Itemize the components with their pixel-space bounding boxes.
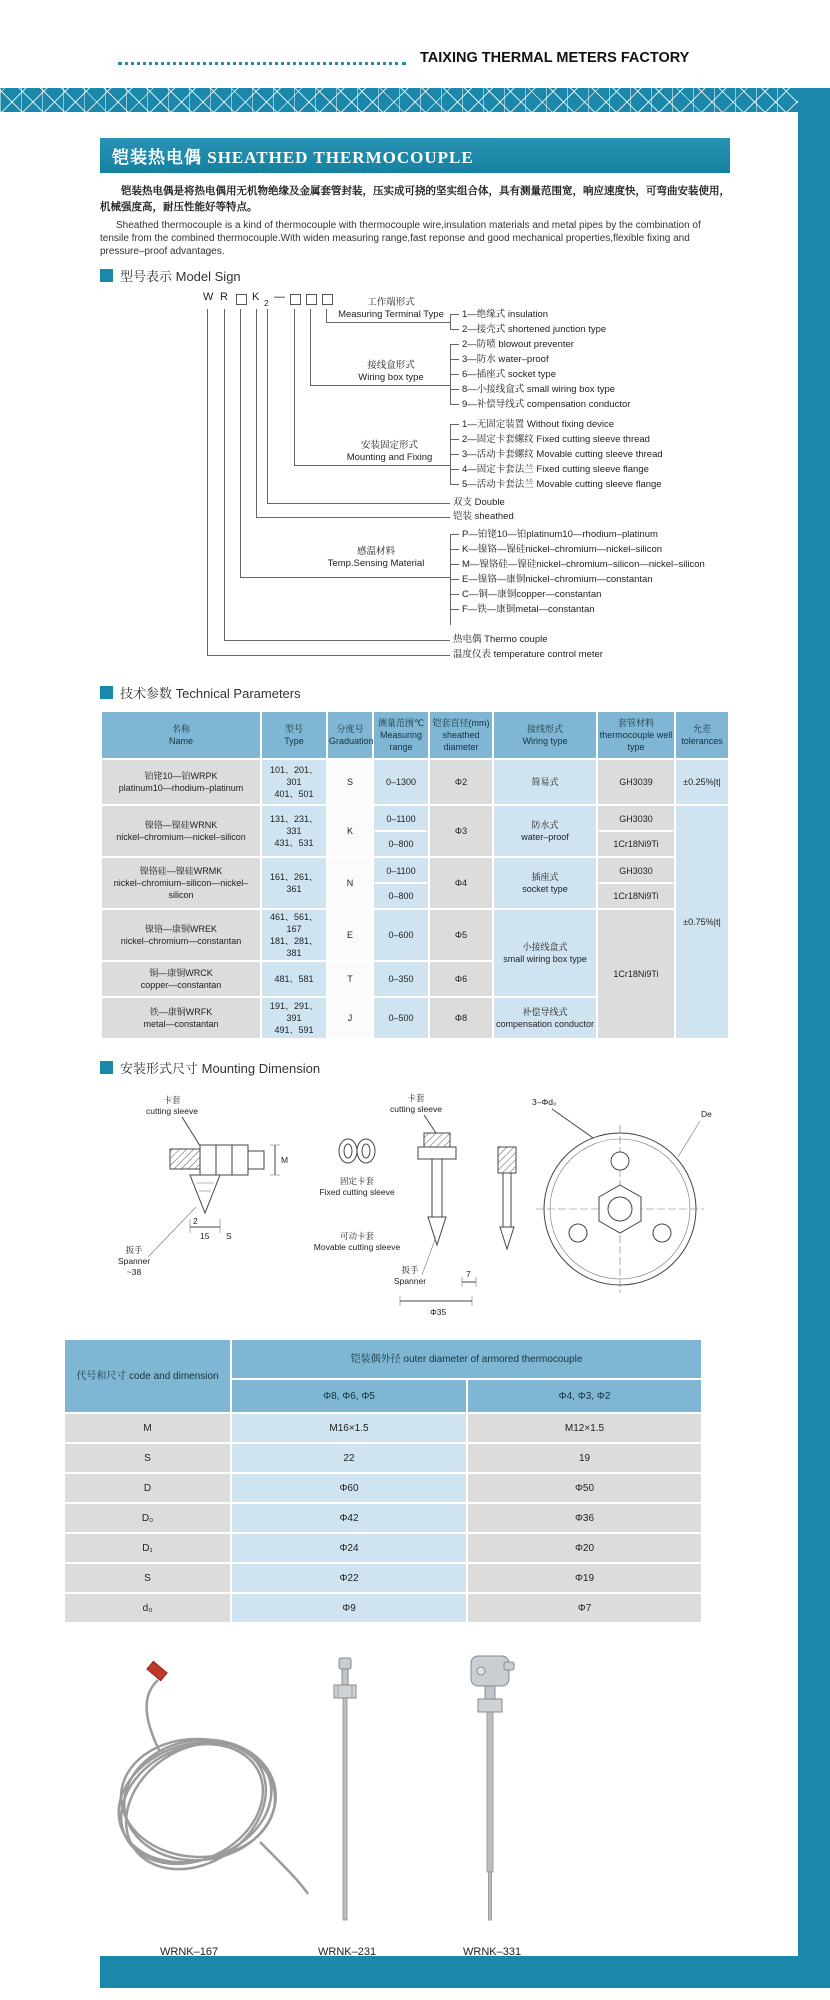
model-code-symbol [290, 294, 301, 305]
dimension-table-row [65, 1474, 701, 1502]
mid-spanner-label-cn: 扳手 [401, 1265, 419, 1275]
model-code-symbol: W [203, 291, 214, 303]
left-dim-s: S [226, 1231, 232, 1241]
model-sign-item: 2—防喷 blowout preventer [450, 337, 705, 352]
dimension-table-row [65, 1534, 701, 1562]
dimension-cell: S [65, 1564, 230, 1592]
dimension-cell: M16×1.5 [232, 1414, 466, 1442]
mounting-drawings [100, 1087, 730, 1322]
branch-items-wiring-box [450, 337, 705, 412]
table-row: 铜—康铜WRCK copper—constantan 481、581 T 0–350 Φ6 [102, 962, 728, 996]
dimension-cell: Φ36 [468, 1504, 701, 1532]
dimension-cell: Φ19 [468, 1564, 701, 1592]
col-header-range: 测量范围℃ Measuring range [374, 712, 428, 758]
dimension-table-row [65, 1414, 701, 1442]
leaf-double: 双支 Double [453, 497, 505, 508]
intro-block [100, 183, 730, 258]
branch-items-measuring-terminal [450, 307, 705, 337]
lattice-band [0, 88, 830, 112]
factory-name: TAIXING THERMAL METERS FACTORY [420, 50, 690, 66]
col-header-wiring: 接线形式 Wiring type [494, 712, 596, 758]
model-code-symbol [306, 294, 317, 305]
table-row: 镍铬—镍硅WRNK nickel–chromium—nickel–silicon 131、231、331 431、531 K 0–1100 0–800 Φ3 防水式 water–proof GH3030 1Cr18Ni9Ti ±0.75%|t| [102, 806, 728, 856]
model-sign-item: 8—小接线盒式 small wiring box type [450, 382, 705, 397]
section-bullet-icon [100, 686, 113, 699]
mid-fixed-label-en: Fixed cutting sleeve [319, 1187, 395, 1197]
intro-chinese: 铠装热电偶是将热电偶用无机物绝缘及金属套管封装，压实成可挠的坚实组合体，具有测量范围宽，响应速度快，可弯曲安装使用，机械强度高，耐压性能好等特点。 [100, 185, 730, 213]
model-code-symbol [322, 294, 333, 305]
dimension-cell: Φ50 [468, 1474, 701, 1502]
dim-group-header: 铠装偶外径 outer diameter of armored thermocouple [232, 1340, 701, 1378]
model-sign-item: 5—活动卡套法兰 Movable cutting sleeve flange [450, 477, 705, 492]
intro-english: Sheathed thermocouple is a kind of thermocouple with thermocouple wire,insulation materials and metal pipes by the combination of tensile from the combined thermocouple.With widen measuring range,fast reponse and good mechanical properties,flexible fixing and pressure–proof advantages. [100, 220, 701, 257]
model-sign-item: F—铁—康铜metal—constantan [450, 602, 705, 617]
product-label: WRNK–331 [463, 1946, 522, 1958]
col-header-well: 套管材料 thermocouple well type [598, 712, 674, 758]
dimension-table-row [65, 1564, 701, 1592]
model-sign-item: 6—插座式 socket type [450, 367, 705, 382]
branch-label-mounting-fixing: 安装固定形式 Mounting and Fixing [346, 440, 433, 463]
mounting-drawing-svg [100, 1087, 730, 1322]
left-dim-15: 15 [200, 1231, 210, 1241]
model-sign-item: M—镍铬硅—镍硅nickel–chromium–silicon—nickel–silicon [450, 557, 705, 572]
product-label: WRNK–167 [160, 1946, 219, 1958]
mid-dim-7: 7 [466, 1269, 471, 1279]
model-sign-item: 4—固定卡套法兰 Fixed cutting sleeve flange [450, 462, 705, 477]
left-sleeve-label-cn: 卡套 [163, 1095, 181, 1105]
dimension-cell: Φ22 [232, 1564, 466, 1592]
table-row: 铂铑10—铂WRPK platinum10—rhodium–platinum 101、201、301 401、501 S 0–1300 Φ2 简易式 GH3039 ±0.25%|t| [102, 760, 728, 804]
header-dotted-rule [118, 62, 406, 65]
mid-spanner-label-en: Spanner [393, 1276, 427, 1286]
col-header-diameter: 铠套直径(mm) sheathed diameter [430, 712, 492, 758]
model-sign-item: 2—固定卡套螺纹 Fixed cutting sleeve thread [450, 432, 705, 447]
model-code-symbol: R [220, 291, 228, 303]
col-header-name: 名称 Name [102, 712, 260, 758]
dimension-cell: Φ60 [232, 1474, 466, 1502]
model-code-symbol [236, 294, 247, 305]
page-content [76, 112, 730, 1958]
dimension-cell: S [65, 1444, 230, 1472]
model-sign-item: 9—补偿导线式 compensation conductor [450, 397, 705, 412]
dimension-cell: Φ9 [232, 1594, 466, 1622]
dimension-table-row [65, 1594, 701, 1622]
table-row: 镍铬—康铜WREK nickel–chromium—constantan 461、561、167 181、281、381 E 0–600 Φ5 小接线盒式 small wiring box type 1Cr18Ni9Ti [102, 910, 728, 960]
mid-dim-phi35: Φ35 [430, 1307, 447, 1317]
left-dim-m: M [281, 1155, 289, 1165]
left-spanner-size: ~38 [126, 1267, 142, 1277]
dimension-cell: Φ24 [232, 1534, 466, 1562]
section-title: 安装形式尺寸 Mounting Dimension [120, 1061, 321, 1076]
branch-items-temp-sensing [450, 527, 705, 617]
product-photos-svg [100, 1642, 730, 1938]
right-side-strip [798, 88, 830, 1988]
dim-col2-header: Φ8, Φ6, Φ5 [232, 1380, 466, 1412]
dimension-cell: Φ42 [232, 1504, 466, 1532]
model-code-symbol: K [252, 291, 260, 303]
section-model-sign [100, 266, 730, 285]
left-dim-2: 2 [193, 1216, 198, 1226]
col-header-type: 型号 Type [262, 712, 326, 758]
model-code-symbol: 2 [264, 298, 269, 308]
dimension-table [63, 1338, 703, 1624]
branch-label-measuring-terminal: 工作端形式 Measuring Terminal Type [338, 297, 444, 320]
leaf-thermocouple: 热电偶 Thermo couple [453, 634, 548, 645]
model-sign-diagram [100, 289, 730, 667]
mid-movable-label-en: Movable cutting sleeve [313, 1242, 401, 1252]
dimension-cell: D₁ [65, 1534, 230, 1562]
mid-movable-label-cn: 可动卡套 [339, 1231, 375, 1241]
model-sign-item: 1—绝缘式 insulation [450, 307, 705, 322]
table-row: 镍铬硅—镍硅WRMK nickel–chromium–silicon—nickel–silicon 161、261、361 N 0–1100 0–800 Φ4 插座式 socket type GH3030 1Cr18Ni9Ti [102, 858, 728, 908]
dimension-cell: Φ20 [468, 1534, 701, 1562]
section-bullet-icon [100, 269, 113, 282]
dimension-table-row [65, 1504, 701, 1532]
left-sleeve-label-en: cutting sleeve [146, 1106, 198, 1116]
dimension-table-row [65, 1444, 701, 1472]
model-sign-item: 1—无固定装置 Without fixing device [450, 417, 705, 432]
col-header-graduation: 分度号 Graduation [328, 712, 372, 758]
dimension-cell: D₀ [65, 1504, 230, 1532]
dimension-cell: d₀ [65, 1594, 230, 1622]
dim-col1-header: 代号和尺寸 code and dimension [65, 1340, 230, 1412]
product-label: WRNK–231 [318, 1946, 377, 1958]
model-sign-item: P—铂铑10—铂platinum10—rhodium–platinum [450, 527, 705, 542]
dimension-cell: M12×1.5 [468, 1414, 701, 1442]
section-bullet-icon [100, 1061, 113, 1074]
dimension-cell: D [65, 1474, 230, 1502]
footer-band [100, 1956, 830, 1988]
branch-label-temp-sensing: 感温材料 Temp.Sensing Material [327, 546, 425, 569]
col-header-tolerance: 允差 tolerances [676, 712, 728, 758]
mid-fixed-label-cn: 固定卡套 [339, 1176, 375, 1186]
section-mounting-dimension [100, 1058, 730, 1077]
model-sign-item: K—镍铬—镍硅nickel–chromium—nickel–silicon [450, 542, 705, 557]
model-sign-item: 2—接壳式 shortened junction type [450, 322, 705, 337]
dim-col3-header: Φ4, Φ3, Φ2 [468, 1380, 701, 1412]
model-sign-item: 3—防水 water–proof [450, 352, 705, 367]
model-sign-item: E—镍铬—康铜nickel–chromium—constantan [450, 572, 705, 587]
dimension-cell: Φ7 [468, 1594, 701, 1622]
section-title: 型号表示 Model Sign [120, 269, 241, 284]
branch-items-mounting-fixing [450, 417, 705, 492]
table-row: 铁—康铜WRFK metal—constantan 191、291、391 491、591 J 0–500 Φ8 补偿导线式 compensation conductor [102, 998, 728, 1038]
model-sign-item: 3—活动卡套螺纹 Movable cutting sleeve thread [450, 447, 705, 462]
right-holes-label: 3–Φd₀ [532, 1097, 557, 1107]
leaf-sheathed: 铠装 sheathed [453, 511, 514, 522]
mid-sleeve-label-en: cutting sleeve [390, 1104, 442, 1114]
left-spanner-label-en: Spanner [117, 1256, 151, 1266]
right-de-label: De [701, 1109, 712, 1119]
product-photos [100, 1642, 730, 1958]
dimension-cell: 22 [232, 1444, 466, 1472]
section-title: 技术参数 Technical Parameters [120, 686, 301, 701]
left-spanner-label-cn: 扳手 [125, 1245, 143, 1255]
branch-label-wiring-box: 接线盒形式 Wiring box type [358, 360, 424, 383]
technical-parameters-table [100, 710, 730, 1040]
dimension-cell: 19 [468, 1444, 701, 1472]
leaf-temperature-meter: 温度仪表 temperature control meter [453, 649, 603, 660]
mid-sleeve-label-cn: 卡套 [407, 1093, 425, 1103]
section-technical-parameters [100, 683, 730, 702]
model-sign-item: C—铜—康铜copper—constantan [450, 587, 705, 602]
model-code-symbol: — [274, 291, 285, 303]
dimension-cell: M [65, 1414, 230, 1442]
title-banner: 铠装热电偶 SHEATHED THERMOCOUPLE [100, 138, 730, 173]
